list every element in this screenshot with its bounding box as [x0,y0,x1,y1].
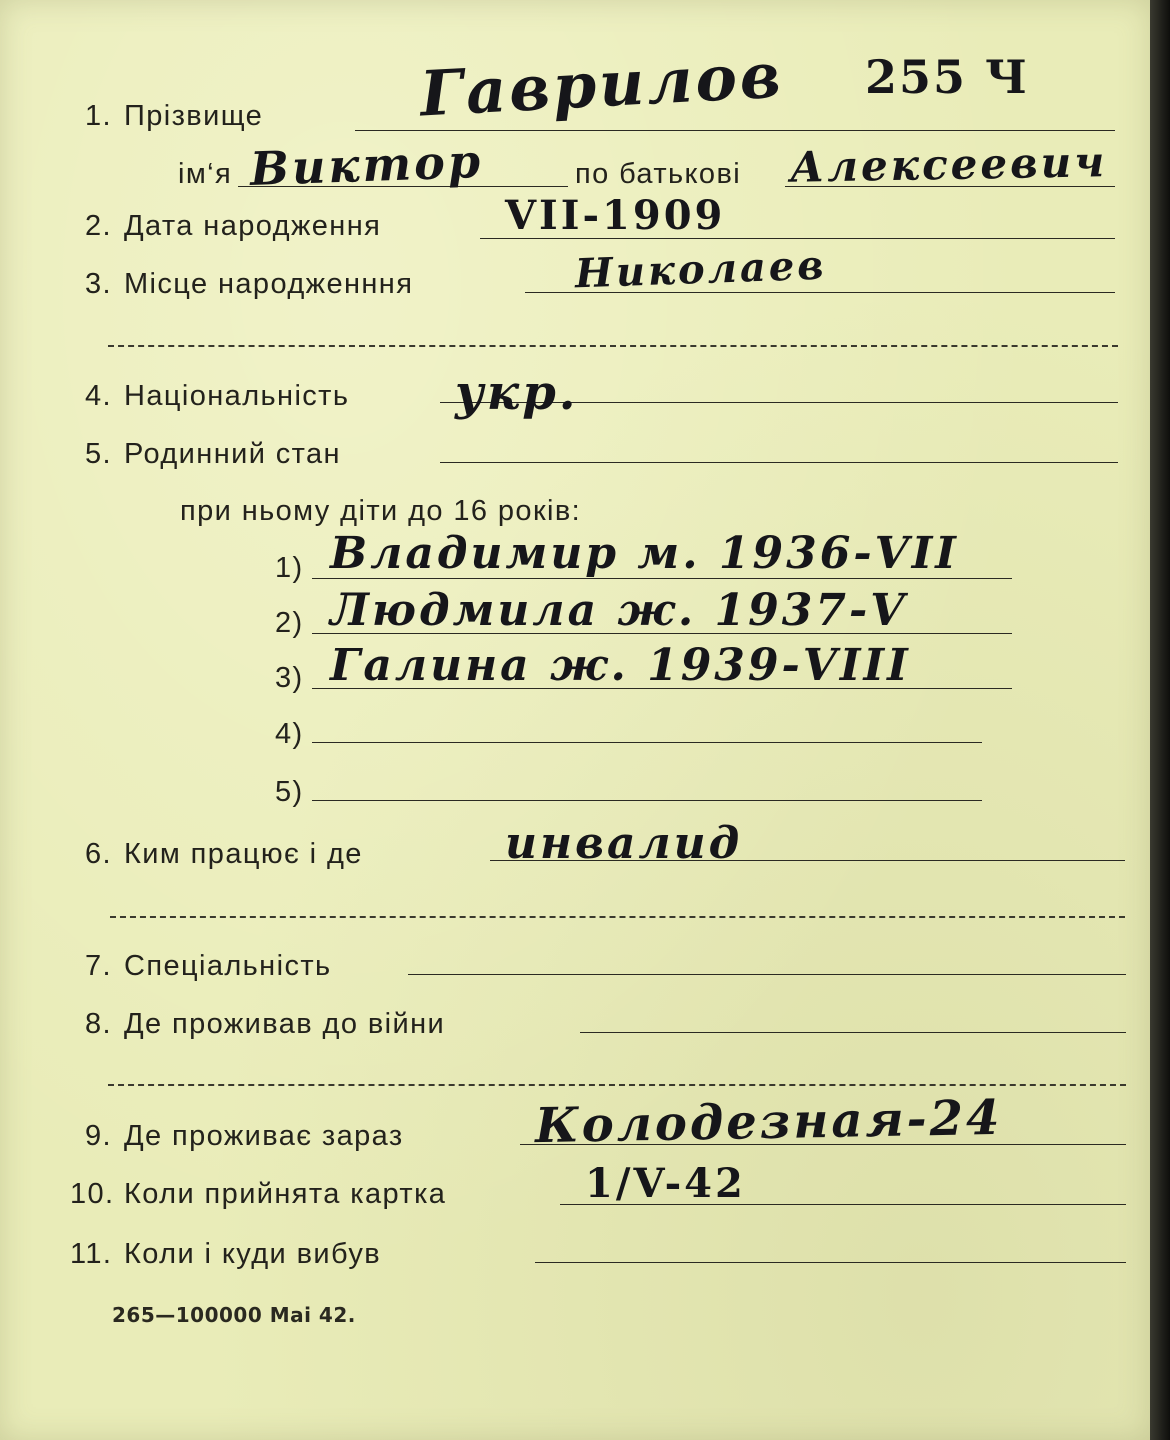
name-label: ім‘я [178,158,233,190]
current-residence-value: Колодезная-24 [534,1089,1003,1155]
work-label: 6. Ким працює і де [85,838,363,870]
birth-date-label: 2. Дата народження [85,210,382,242]
specialty-line [408,974,1126,975]
print-mark: 265—100000 Mai 42. [112,1303,356,1327]
child-2-number: 2) [275,607,304,639]
prewar-residence-line [580,1032,1126,1033]
child-3-value: Галина ж. 1939-VIII [330,640,911,691]
children-heading: при ньому діти до 16 років: [180,495,582,527]
departed-label: 11. Коли і куди вибув [70,1238,382,1270]
surname-label: 1. Прізвище [85,100,264,132]
specialty-label: 7. Спеціальність [85,950,332,982]
background-edge [1150,0,1170,1440]
nationality-value: укр. [455,365,579,421]
prewar-residence-label: 8. Де проживав до війни [85,1008,446,1040]
departed-line [535,1262,1126,1263]
card-accepted-value: 1/V-42 [585,1160,746,1207]
family-status-label: 5. Родинний стан [85,438,341,470]
work-value: инвалид [505,818,743,869]
child-1-number: 1) [275,552,304,584]
surname-value: Гаврилов [418,38,786,131]
surname-line [355,130,1115,131]
child-2-value: Людмила ж. 1937-V [330,585,908,636]
family-status-line [440,462,1118,463]
name-value: Виктор [249,133,484,197]
child-5-number: 5) [275,776,304,808]
birth-date-value: VII-1909 [505,192,726,239]
child-5-line [312,800,982,801]
child-3-number: 3) [275,662,304,694]
patronymic-label: по батькові [575,158,742,190]
patronymic-value: Алексеевич [789,137,1108,192]
current-residence-label: 9. Де проживає зараз [85,1120,404,1152]
child-1-value: Владимир м. 1936-VII [330,528,959,579]
prewar-residence-continuation-line [108,1084,1126,1086]
child-4-line [312,742,982,743]
surname-reference-number: 255 Ч [865,50,1030,104]
birth-place-label: 3. Місце народженння [85,268,414,300]
birth-place-continuation-line [108,345,1118,347]
child-4-number: 4) [275,718,304,750]
birth-place-value: Николаев [574,241,828,298]
card-accepted-label: 10. Коли прийнята картка [70,1178,447,1210]
work-continuation-line [110,916,1125,918]
nationality-label: 4. Національність [85,380,350,412]
